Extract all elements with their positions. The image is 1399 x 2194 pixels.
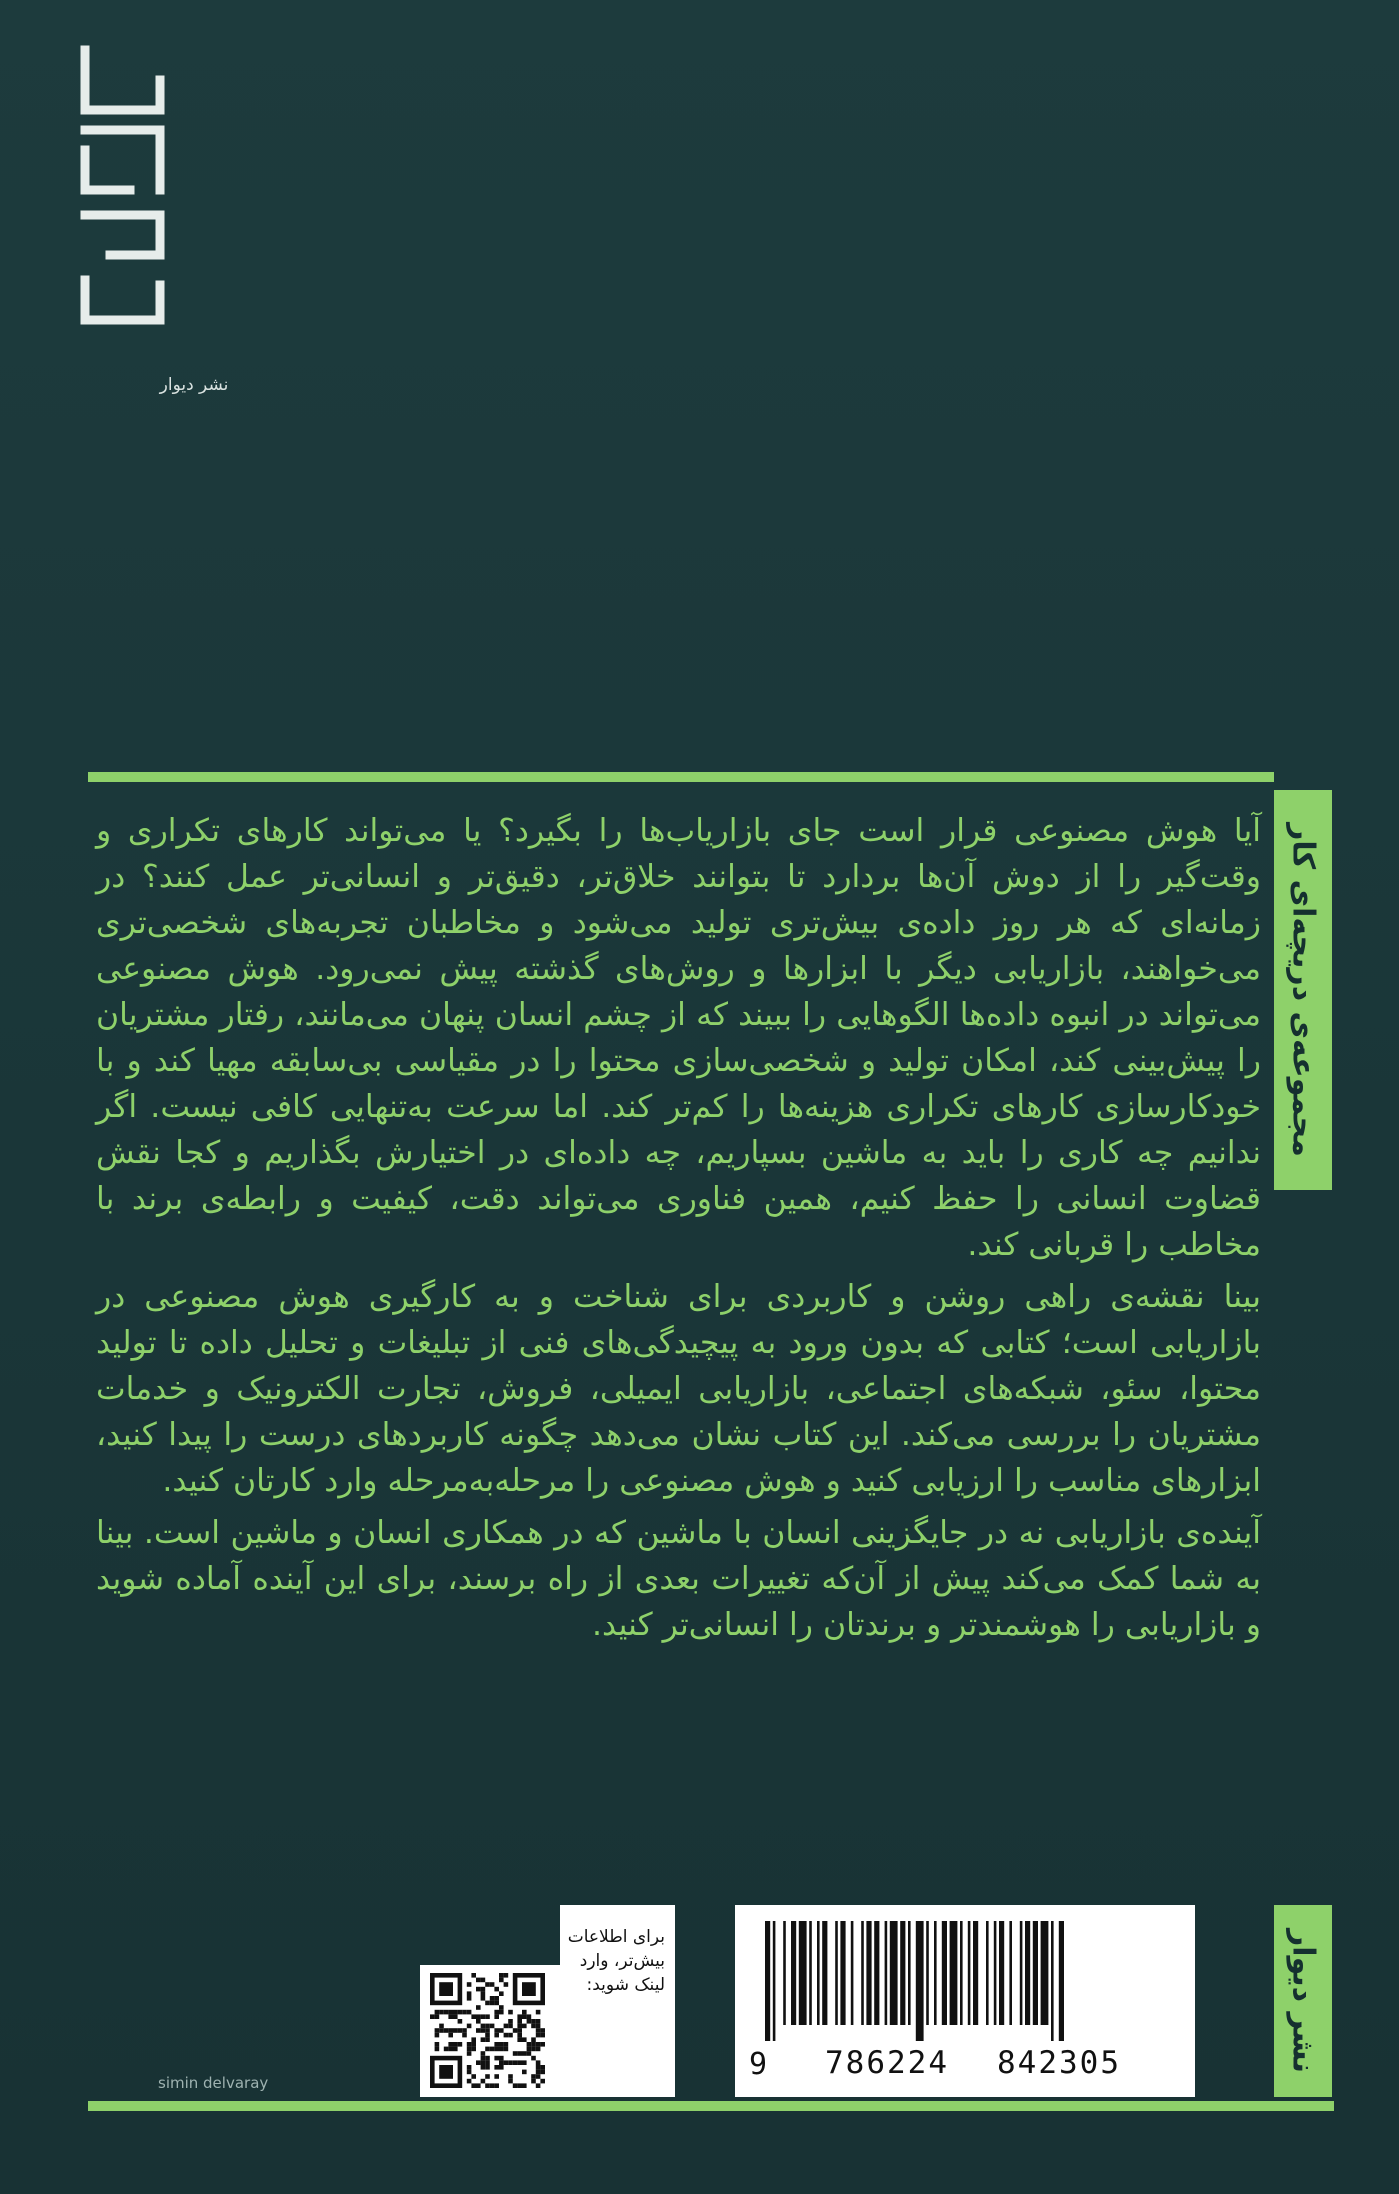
top-divider <box>88 772 1274 782</box>
blurb-text <box>96 808 1261 1654</box>
publisher-logo-icon <box>70 40 180 330</box>
blurb-paragraph-2: بینا نقشه‌ی راهی روشن و کاربردی برای شناخت و به کارگیری هوش مصنوعی در بازاریابی است؛ کتابی که بدون ورود به پیچیدگی‌های فنی از تبلیغات و تحلیل داده تا تولید محتوا، سئو، شبکه‌های اجتماعی، بازاریابی ایمیلی، فروش، تجارت الکترونیک و خدمات مشتریان را بررسی می‌کند. این کتاب نشان می‌دهد چگونه کاربردهای درست را پیدا کنید، ابزارهای مناسب را ارزیابی کنید و هوش مصنوعی را مرحله‌به‌مرحله وارد کارتان کنید. <box>96 1279 1261 1499</box>
series-label: مجموعه‌ی دریچه‌ای کار <box>1285 823 1321 1157</box>
publisher-tab <box>1274 1905 1332 2097</box>
blurb-paragraph-1: آیا هوش مصنوعی قرار است جای بازاریاب‌ها را بگیرد؟ یا می‌تواند کارهای تکراری و وقت‌گیر را از دوش آن‌ها بردارد تا بتوانند خلاق‌تر، دقیق‌تر و انسانی‌تر عمل کنند؟ در زمانه‌ای که هر روز داده‌ی بیش‌تری تولید می‌شود و مخاطبان تجربه‌های شخصی‌تری می‌خواهند، بازاریابی دیگر با ابزارها و روش‌های گذشته پیش نمی‌رود. هوش مصنوعی می‌تواند در انبوه داده‌ها الگوهایی را ببیند که از چشم انسان پنهان می‌مانند، رفتار مشتریان را پیش‌بینی کند، امکان تولید و شخصی‌سازی محتوا را در مقیاسی بی‌سابقه مهیا کند و با خودکارسازی کارهای تکراری هزینه‌ها را کم‌تر کند. اما سرعت به‌تنهایی کافی نیست. اگر ندانیم چه کاری را باید به ماشین بسپاریم، چه داده‌ای در اختیارش بگذاریم و کجا نقش قضاوت انسانی را حفظ کنیم، همین فناوری می‌تواند دقت، کیفیت و رابطه‌ی برند با مخاطب را قربانی کند. <box>96 813 1261 1263</box>
designer-credit: simin delvaray <box>158 2074 269 2092</box>
info-text: برای اطلاعات بیش‌تر، وارد لینک شوید: <box>560 1905 675 2097</box>
qr-code-icon <box>430 1973 550 2089</box>
isbn-group-2: 842305 <box>997 2045 1121 2081</box>
isbn-group-1: 786224 <box>825 2045 949 2081</box>
qr-code[interactable] <box>420 1965 560 2097</box>
publisher-tab-label: نشر دیوار <box>1285 1929 1321 2073</box>
series-tab <box>1274 790 1332 1190</box>
barcode-icon <box>755 1921 1175 2043</box>
isbn-prefix: 9 <box>749 2047 768 2082</box>
logo-caption: نشر دیوار <box>159 375 229 395</box>
bottom-divider <box>88 2101 1334 2111</box>
blurb-paragraph-3: آینده‌ی بازاریابی نه در جایگزینی انسان با ماشین که در همکاری انسان و ماشین است. بینا به شما کمک می‌کند پیش از آن‌که تغییرات بعدی از راه برسند، برای این آینده آماده شوید و بازاریابی را هوشمندتر و برندتان را انسانی‌تر کنید. <box>96 1515 1261 1643</box>
barcode-area <box>735 1905 1195 2097</box>
publisher-logo <box>70 40 229 395</box>
